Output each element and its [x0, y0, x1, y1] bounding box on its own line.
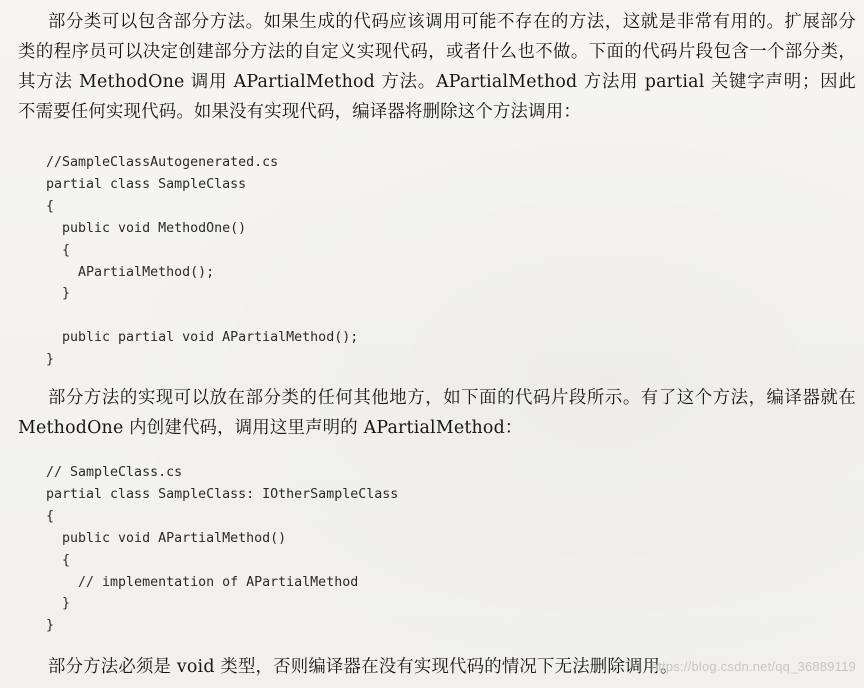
implementation-paragraph: 部分方法的实现可以放在部分类的任何其他地方，如下面的代码片段所示。有了这个方法，编译器就在 MethodOne 内创建代码，调用这里声明的 APartialMethod：	[18, 388, 862, 438]
watermark-url: https://blog.csdn.net/qq_36889119	[650, 659, 856, 674]
conclusion-paragraph: 部分方法必须是 void 类型，否则编译器在没有实现代码的情况下无法删除调用。	[48, 657, 678, 677]
code-block-autogenerated: //SampleClassAutogenerated.cs partial class SampleClass { public void MethodOne() { APartialMethod(); } public partial void APartialMethod(); }	[46, 155, 359, 368]
code-block-implementation: // SampleClass.cs partial class SampleClass: IOtherSampleClass { public void APartialMethod() { // implementation of APartialMethod } }	[46, 465, 399, 634]
intro-paragraph: 部分类可以包含部分方法。如果生成的代码应该调用可能不存在的方法，这就是非常有用的。扩展部分类的程序员可以决定创建部分方法的自定义实现代码，或者什么也不做。下面的代码片段包含一个部分类，其方法 MethodOne 调用 APartialMethod 方法。APartialMethod 方法用 partial 关键字声明；因此不需要任何实现代码。如果没有实现代码，编译器将删除这个方法调用：	[18, 12, 856, 122]
